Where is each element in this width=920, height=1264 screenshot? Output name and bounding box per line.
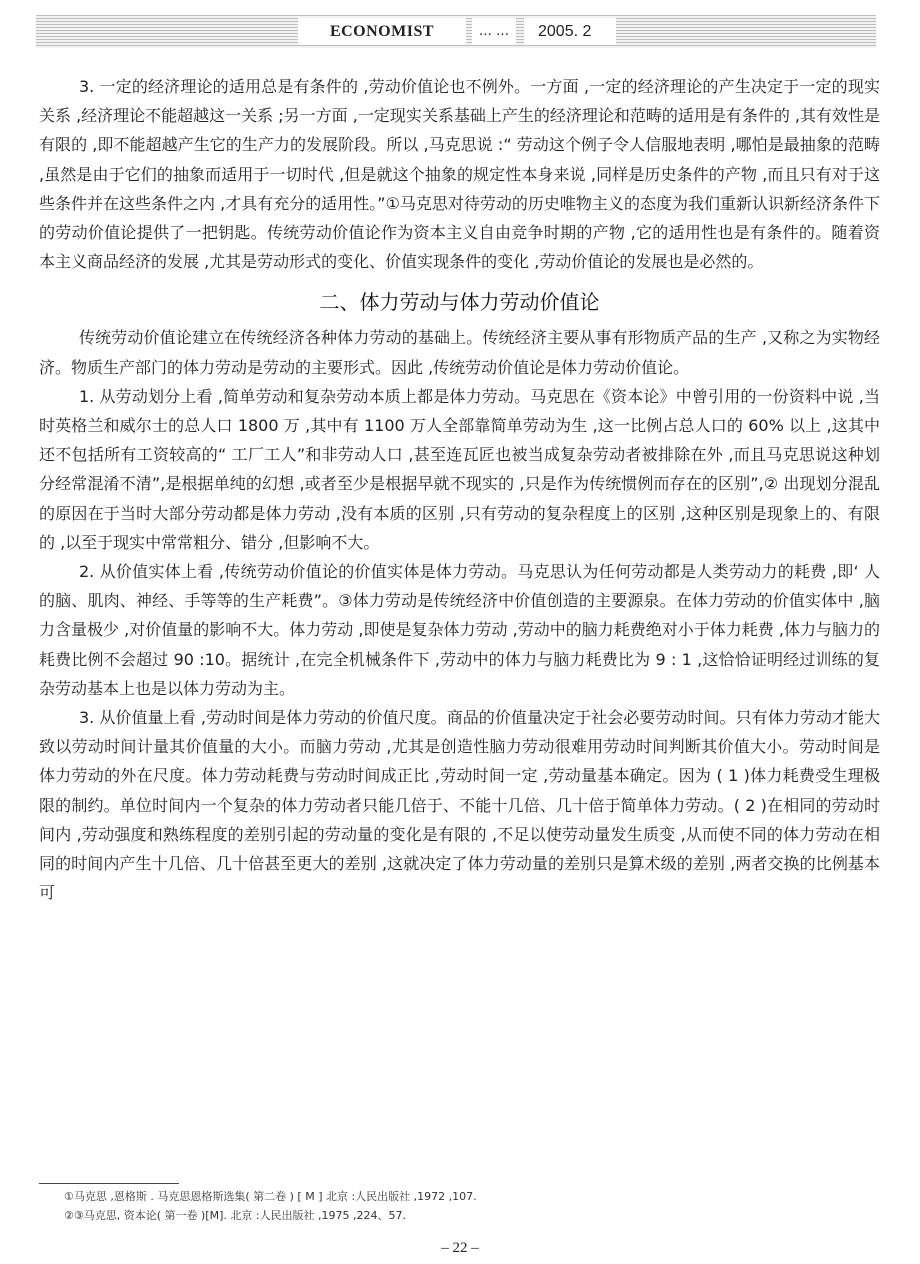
footnote-divider (39, 1183, 179, 1184)
footnote: ①马克思 ,恩格斯 . 马克思恩格斯选集( 第二卷 ) [ M ] 北京 :人民出版社 ,1972 ,107. (64, 1190, 477, 1203)
running-header (36, 15, 876, 48)
body-paragraph: 3. 从价值量上看 ,劳动时间是体力劳动的价值尺度。商品的价值量决定于社会必要劳动时间。只有体力劳动才能大致以劳动时间计量其价值量的大小。而脑力劳动 ,尤其是创造性脑力劳动很难用劳动时间判断其价值大小。劳动时间是体力劳动的外在尺度。体力劳动耗费与劳动时间成正比 ,劳动时间一定 ,劳动量基本确定。因为 ( 1 )体力耗费受生理极限的制约。单位时间内一个复杂的体力劳动者只能几倍于、不能十几倍、几十倍于简单体力劳动。( 2 )在相同的劳动时间内 ,劳动强度和熟练程度的差别引起的劳动量的变化是有限的 ,不足以使劳动量发生质变 ,从而使不同的体力劳动在相同的时间内产生十几倍、几十倍甚至更大的差别 ,这就决定了体力劳动量的差别只是算术级的差别 ,两者交换的比例基本可 (39, 708, 880, 903)
footnote: ②③马克思, 资本论( 第一卷 )[M]. 北京 :人民出版社 ,1975 ,224、57. (64, 1209, 407, 1222)
body-paragraph: 传统劳动价值论建立在传统经济各种体力劳动的基础上。传统经济主要从事有形物质产品的生产 ,又称之为实物经济。物质生产部门的体力劳动是劳动的主要形式。因此 ,传统劳动价值论是体力劳动价值论。 (39, 328, 880, 377)
section-heading: 二、体力劳动与体力劳动价值论 (319, 290, 600, 315)
footnotes (64, 1187, 477, 1225)
issue-number: 2005. 2 (524, 18, 616, 45)
page-number: – 22 – (441, 1240, 479, 1256)
body-paragraph: 1. 从劳动划分上看 ,简单劳动和复杂劳动本质上都是体力劳动。马克思在《资本论》中曾引用的一份资料中说 ,当时英格兰和威尔士的总人口 1800 万 ,其中有 1100 万人全部靠简单劳动为生 ,这一比例占总人口的 60% 以上 ,这其中还不包括所有工资较高的“ 工厂工人”和非劳动人口 ,甚至连瓦匠也被当成复杂劳动者被排除在外 ,而且马克思说这种划分经常混淆不清”,是根据单纯的幻想 ,或者至少是根据早就不现实的 ,只是作为传统惯例而存在的区别”,② 出现划分混乱的原因在于当时大部分劳动都是体力劳动 ,没有本质的区别 ,只有劳动的复杂程度上的区别 ,这种区别是现象上的、有限的 ,以至于现实中常常粗分、错分 ,但影响不大。 (39, 386, 880, 552)
journal-name: ECONOMIST (298, 18, 466, 45)
intro-paragraph: 3. 一定的经济理论的适用总是有条件的 ,劳动价值论也不例外。一方面 ,一定的经济理论的产生决定于一定的现实关系 ,经济理论不能超越这一关系 ;另一方面 ,一定现实关系基础上产生的经济理论和范畴的适用是有条件的 ,其有效性是有限的 ,即不能超越产生它的生产力的发展阶段。所以 ,马克思说 :“ 劳动这个例子令人信服地表明 ,哪怕是最抽象的范畴 ,虽然是由于它们的抽象而适用于一切时代 ,但是就这个抽象的规定性本身来说 ,同样是历史条件的产物 ,而且只有对于这些条件并在这些条件之内 ,才具有充分的适用性。”①马克思对待劳动的历史唯物主义的态度为我们重新认识新经济条件下的劳动价值论提供了一把钥匙。传统劳动价值论作为资本主义自由竞争时期的产物 ,它的适用性也是有条件的。随着资本主义商品经济的发展 ,尤其是劳动形式的变化、价值实现条件的变化 ,劳动价值论的发展也是必然的。 (39, 77, 880, 272)
body-paragraph: 2. 从价值实体上看 ,传统劳动价值论的价值实体是体力劳动。马克思认为任何劳动都是人类劳动力的耗费 ,即‘ 人的脑、肌肉、神经、手等等的生产耗费”。③体力劳动是传统经济中价值创造的主要源泉。在体力劳动的价值实体中 ,脑力含量极少 ,对价值量的影响不大。体力劳动 ,即使是复杂体力劳动 ,劳动中的脑力耗费绝对小于体力耗费 ,体力与脑力的耗费比例不会超过 90 :10。据统计 ,在完全机械条件下 ,劳动中的体力与脑力耗费比为 9 : 1 ,这恰恰证明经过训练的复杂劳动基本上也是以体力劳动为主。 (39, 562, 880, 698)
article-body (39, 72, 880, 907)
header-ellipsis: … … (472, 18, 516, 45)
